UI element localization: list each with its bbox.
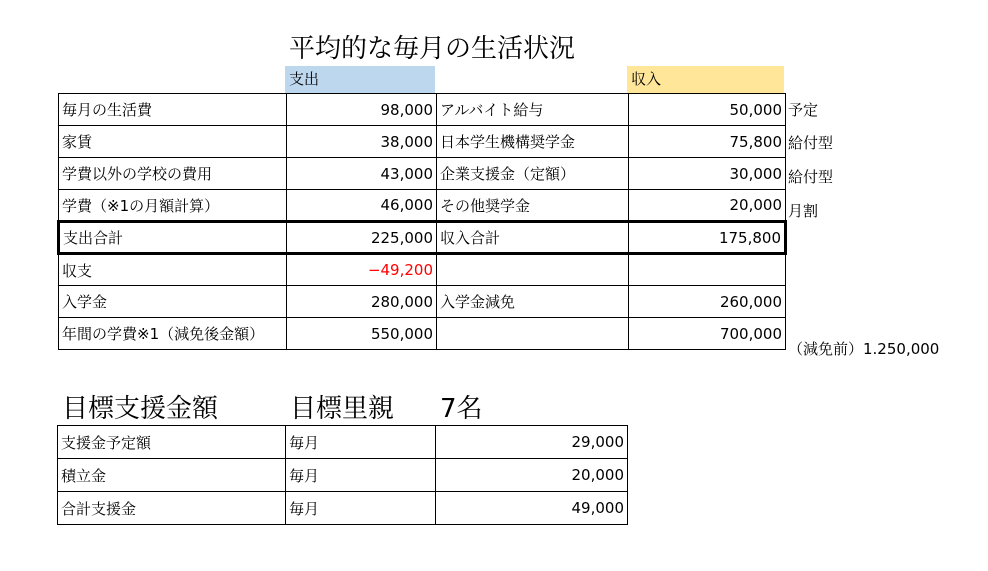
income-value: 50,000	[629, 94, 786, 126]
target-label: 積立金	[58, 459, 286, 492]
total-row	[59, 222, 786, 254]
table-row	[58, 459, 628, 492]
target-label: 合計支援金	[58, 492, 286, 525]
expense-label: 学費以外の学校の費用	[59, 158, 287, 190]
table-row	[59, 318, 786, 350]
empty-cell	[629, 254, 786, 286]
empty-cell	[437, 318, 629, 350]
balance-row	[59, 254, 786, 286]
row-note: 給付型	[788, 168, 834, 186]
table-row	[59, 158, 786, 190]
income-total-value: 175,800	[629, 222, 786, 254]
expense-value: 46,000	[287, 190, 437, 222]
target-subtitle: 目標里親	[290, 394, 395, 424]
target-count: 7名	[440, 394, 483, 424]
expense-value: 38,000	[287, 126, 437, 158]
income-value: 30,000	[629, 158, 786, 190]
expense-label: 毎月の生活費	[59, 94, 287, 126]
row-note: 月割	[788, 202, 819, 220]
annual-tuition-value2: 700,000	[629, 318, 786, 350]
target-value: 29,000	[436, 426, 628, 459]
income-value: 75,800	[629, 126, 786, 158]
balance-value: −49,200	[287, 254, 437, 286]
target-period: 毎月	[286, 492, 436, 525]
target-label: 支援金予定額	[58, 426, 286, 459]
income-label: その他奨学金	[437, 190, 629, 222]
balance-label: 収支	[59, 254, 287, 286]
enrollment-label: 入学金	[59, 286, 287, 318]
income-label: アルバイト給与	[437, 94, 629, 126]
income-total-label: 収入合計	[437, 222, 629, 254]
annual-tuition-label: 年間の学費※1（減免後金額）	[59, 318, 287, 350]
target-period: 毎月	[286, 459, 436, 492]
income-header: 収入	[627, 66, 784, 93]
pre-waiver-note: （減免前）1.250,000	[788, 340, 940, 358]
expense-value: 43,000	[287, 158, 437, 190]
budget-table	[57, 93, 787, 350]
expense-header: 支出	[285, 66, 435, 93]
expense-value: 98,000	[287, 94, 437, 126]
table-row	[59, 94, 786, 126]
expense-label: 学費（※1の月額計算）	[59, 190, 287, 222]
table-row	[59, 190, 786, 222]
income-value: 20,000	[629, 190, 786, 222]
table-row	[58, 426, 628, 459]
enrollment-value: 280,000	[287, 286, 437, 318]
target-value: 49,000	[436, 492, 628, 525]
target-period: 毎月	[286, 426, 436, 459]
empty-cell	[437, 254, 629, 286]
row-note: 予定	[788, 101, 819, 119]
table-row	[58, 492, 628, 525]
enrollment-waiver-label: 入学金減免	[437, 286, 629, 318]
table-row	[59, 126, 786, 158]
expense-total-value: 225,000	[287, 222, 437, 254]
income-label: 企業支援金（定額）	[437, 158, 629, 190]
expense-label: 家賃	[59, 126, 287, 158]
expense-total-label: 支出合計	[59, 222, 287, 254]
income-label: 日本学生機構奨学金	[437, 126, 629, 158]
row-note: 給付型	[788, 134, 834, 152]
target-table	[57, 425, 628, 525]
target-title: 目標支援金額	[62, 394, 219, 424]
page-title: 平均的な毎月の生活状況	[289, 34, 576, 64]
enrollment-waiver-value: 260,000	[629, 286, 786, 318]
annual-tuition-value: 550,000	[287, 318, 437, 350]
table-row	[59, 286, 786, 318]
target-value: 20,000	[436, 459, 628, 492]
